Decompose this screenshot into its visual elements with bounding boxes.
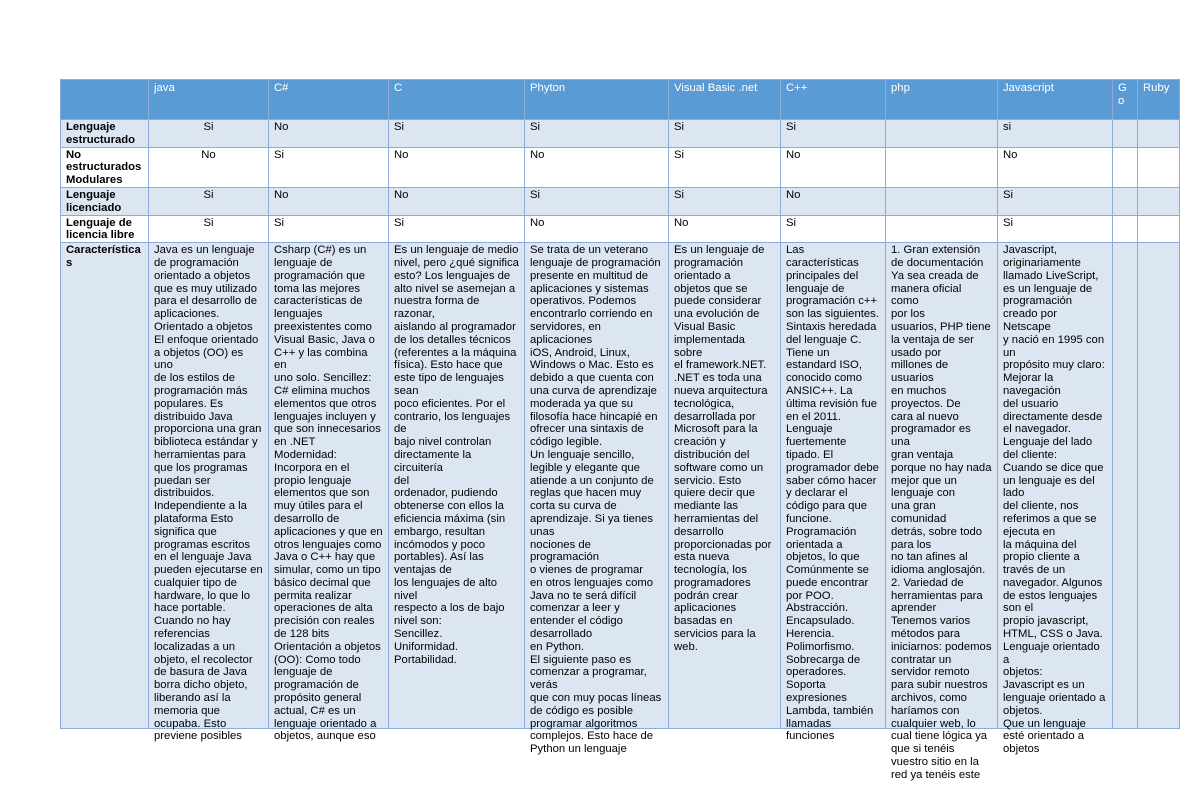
table-row [61, 187, 1180, 215]
header-row [61, 80, 1180, 120]
cell-text: Es un lenguaje de programación orientado a objetos que se puede considerar una evolución de Visual Basic implementada sobre el framework.NET. .NET es toda una nueva arquitectura tecnológica, desarrollada por Microsoft para la creación y distribución del software como un servicio. Esto quiere decir que mediante las herramientas del desarrollo proporcionadas por esta nueva tecnología, los programadores podrán crear aplicaciones basadas en servicios para la web. [674, 244, 772, 653]
header-cell-phyton: Phyton [525, 80, 669, 120]
characteristics-cell-javascript [998, 243, 1113, 756]
header-cell-php: php [886, 80, 998, 120]
table-cell: Si [669, 187, 781, 215]
cell-text: Es un lenguaje de medio nivel, pero ¿qué significa esto? Los lenguajes de alto nivel se asemejan a nuestra forma de razonar, aislando al programador de los detalles técnicos (referentes a la máquina física). Esto hace que este tipo de lenguajes sean poco eficientes. Por el contrario, los lenguajes de bajo nivel controlan directamente la circuitería del ordenador, pudiendo obtenerse con ellos la eficiencia máxima (sin embargo, resultan incómodos y poco portables). Así las ventajas de los lenguajes de alto nivel respecto a los de bajo nivel son: Sencillez. Uniformidad. Portabilidad. [394, 244, 519, 666]
table-cell: Si [669, 147, 781, 187]
table-cell: si [998, 120, 1113, 148]
table-row [61, 120, 1180, 148]
table-cell [886, 187, 998, 215]
table-cell: No [669, 215, 781, 243]
table-row [61, 147, 1180, 187]
table-cell: No [269, 187, 389, 215]
characteristics-cell-java [149, 243, 269, 743]
header-cell-go: Go [1113, 80, 1138, 120]
characteristics-cell-cpp [781, 243, 886, 743]
characteristics-cell-ruby [1138, 243, 1180, 729]
table-cell [886, 147, 998, 187]
table-cell: No [998, 147, 1113, 187]
table-cell [886, 215, 998, 243]
table-cell: Si [998, 215, 1113, 243]
header-cell-ruby: Ruby [1138, 80, 1180, 120]
header-cell-visual-basic: Visual Basic .net [669, 80, 781, 120]
cell-text [1118, 244, 1132, 728]
table-cell [1138, 120, 1180, 148]
characteristics-cell-csharp [269, 243, 389, 743]
table-cell: Si [525, 187, 669, 215]
table-cell [886, 120, 998, 148]
table-cell [1113, 147, 1138, 187]
comparison-table [60, 79, 1180, 781]
characteristics-cell-phyton [525, 243, 669, 756]
header-cell-java: java [149, 80, 269, 120]
row-label: Lenguaje estructurado [61, 120, 149, 148]
header-cell-cpp: C++ [781, 80, 886, 120]
table-cell: Si [781, 215, 886, 243]
document-page [60, 79, 1180, 781]
cell-text: Se trata de un veterano lenguaje de programación presente en multitud de aplicaciones y sistemas operativos. Podemos encontrarlo corriendo en servidores, en aplicaciones iOS, Android, Linux, Windows o Mac. Esto es debido a que cuenta con una curva de aprendizaje moderada ya que su filosofía hace hincapié en ofrecer una sintaxis de código legible. Un lenguaje sencillo, legible y elegante que atiende a un conjunto de reglas que hacen muy corta su curva de aprendizaje. Si ya tienes unas nociones de programación o vienes de programar en otros lenguajes como Java no te será difícil comenzar a leer y entender el código desarrollado en Python. El siguiente paso es comenzar a programar, verás que con muy pocas líneas de código es posible programar algoritmos complejos. Esto hace de Python un lenguaje [530, 244, 662, 756]
characteristics-row [61, 243, 1180, 729]
cell-text: Csharp (C#) es un lenguaje de programación que toma las mejores características de lenguajes preexistentes como Visual Basic, Java o C++ y las combina en uno solo. Sencillez: C# elimina muchos elementos que otros lenguajes incluyen y que son innecesarios en .NET Modernidad: Incorpora en el propio lenguaje elementos que son muy útiles para el desarrollo de aplicaciones y que en otros lenguajes como Java o C++ hay que simular, como un tipo básico decimal que permita realizar operaciones de alta precisión con reales de 128 bits Orientación a objetos (OO): Como todo lenguaje de programación de propósito general actual, C# es un lenguaje orientado a objetos, aunque eso [274, 244, 383, 743]
header-cell-empty [61, 80, 149, 120]
table-cell [1138, 187, 1180, 215]
cell-text [1143, 244, 1174, 728]
table-cell [1113, 187, 1138, 215]
cell-text: 1. Gran extensión de documentación Ya sea creada de manera oficial como por los usuarios, PHP tiene la ventaja de ser usado por millones de usuarios en muchos proyectos. De cara al nuevo programador es una gran ventaja porque no hay nada mejor que un lenguaje con una gran comunidad detrás, sobre todo para los no tan afines al idioma anglosajón. 2. Variedad de herramientas para aprender Tenemos varios métodos para iniciarnos: podemos contratar un servidor remoto para subir nuestros archivos, como haríamos con cualquier web, lo cual tiene lógica ya que si tenéis vuestro sitio en la red ya tenéis este [891, 244, 992, 781]
table-cell: No [525, 215, 669, 243]
table-cell: Si [781, 120, 886, 148]
table-cell: Si [269, 215, 389, 243]
table-cell [1138, 147, 1180, 187]
table-cell: Si [525, 120, 669, 148]
table-cell: No [781, 187, 886, 215]
table-cell: No [149, 147, 269, 187]
cell-text: Java es un lenguaje de programación orientado a objetos que es muy utilizado para el desarrollo de aplicaciones. Orientado a objetos El enfoque orientado a objetos (OO) es uno de los estilos de programación más populares. Es distribuido Java proporciona una gran biblioteca estándar y herramientas para que los programas puedan ser distribuidos. Independiente a la plataforma Esto significa que programas escritos en el lenguaje Java pueden ejecutarse en cualquier tipo de hardware, lo que lo hace portable. Cuando no hay referencias localizadas a un objeto, el recolector de basura de Java borra dicho objeto, liberando así la memoria que ocupaba. Esto previene posibles [154, 244, 263, 743]
characteristics-cell-go [1113, 243, 1138, 729]
table-cell: Si [389, 215, 525, 243]
row-label: No estructurados Modulares [61, 147, 149, 187]
table-row [61, 215, 1180, 243]
table-cell: Si [149, 187, 269, 215]
table-cell: No [389, 147, 525, 187]
header-cell-c: C [389, 80, 525, 120]
row-label: Característica s [61, 243, 149, 729]
table-cell: Si [669, 120, 781, 148]
table-cell [1113, 215, 1138, 243]
cell-text: Javascript, originariamente llamado LiveScript, es un lenguaje de programación creado por Netscape y nació en 1995 con un propósito muy claro: Mejorar la navegación del usuario directamente desde el navegador. Lenguaje del lado del cliente: Cuando se dice que un lenguaje es del lado del cliente, nos referimos a que se ejecuta en la máquina del propio cliente a través de un navegador. Algunos de estos lenguajes son el propio javascript, HTML, CSS o Java. Lenguaje orientado a objetos: Javascript es un lenguaje orientado a objetos. Que un lenguaje esté orientado a objetos [1003, 244, 1106, 756]
cell-text: Las características principales del lenguaje de programación c++ son las siguientes. Sintaxis heredada del lenguaje C. Tiene un estandard ISO, conocido como ANSIC++. La última revisión fue en el 2011. Lenguaje fuertemente tipado. El programador debe saber cómo hacer y declarar el código para que funcione. Programación orientada a objetos, lo que Comúnmente se puede encontrar por POO. Abstracción. Encapsulado. Herencia. Polimorfismo. Sobrecarga de operadores. Soporta expresiones Lambda, también llamadas funciones [786, 244, 879, 743]
table-cell: Si [149, 215, 269, 243]
row-label: Lenguaje de licencia libre [61, 215, 149, 243]
header-cell-javascript: Javascript [998, 80, 1113, 120]
table-cell [1138, 215, 1180, 243]
characteristics-cell-php [886, 243, 998, 781]
table-cell: Si [269, 147, 389, 187]
table-cell: Si [149, 120, 269, 148]
characteristics-cell-c [389, 243, 525, 729]
table-cell [1113, 120, 1138, 148]
table-cell: No [781, 147, 886, 187]
row-label: Lenguaje licenciado [61, 187, 149, 215]
header-cell-csharp: C# [269, 80, 389, 120]
table-cell: No [389, 187, 525, 215]
table-cell: Si [389, 120, 525, 148]
table-cell: No [269, 120, 389, 148]
table-cell: Si [998, 187, 1113, 215]
table-cell: No [525, 147, 669, 187]
characteristics-cell-visual-basic [669, 243, 781, 729]
